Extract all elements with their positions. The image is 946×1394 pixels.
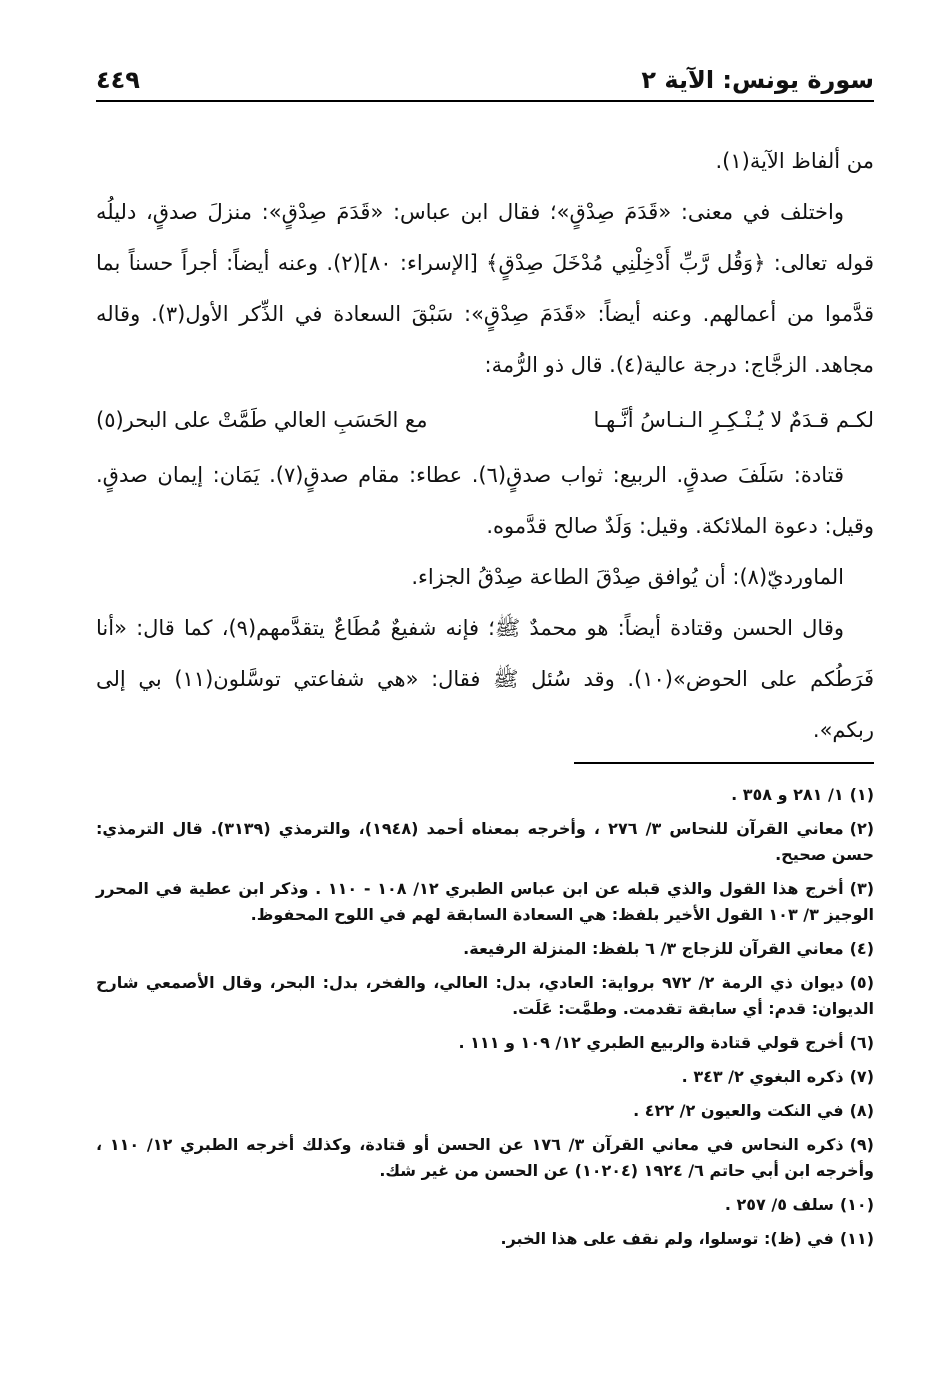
footnote <box>96 1132 874 1184</box>
footnote <box>96 1064 874 1090</box>
footnote-text: في (ظ): توسلوا، ولم نقف على هذا الخبر. <box>500 1229 834 1248</box>
footnote-number: (٢) <box>849 819 875 838</box>
page-header <box>96 66 874 106</box>
footnote-text: معاني القرآن للنحاس ٣/ ٢٧٦ ، وأخرجه بمعناه أحمد (١٩٤٨)، والترمذي (٣١٣٩). قال الترمذي: حسن صحيح. <box>96 819 874 864</box>
paragraph-1: من ألفاظ الآية(١). <box>715 149 874 173</box>
footnote <box>96 936 874 962</box>
footnote-number: (٤) <box>849 939 874 958</box>
footnote <box>96 876 874 928</box>
paragraph-2: واختلف في معنى: «قَدَمَ صِدْقٍ»؛ فقال ابن عباس: «قَدَمَ صِدْقٍ»: منزلَ صدقٍ، دليلُه قوله تعالى: ﴿وَقُل رَّبِّ أَدْخِلْنِي مُدْخَلَ صِدْقٍ﴾ [الإسراء: ٨٠](٢). وعنه أيضاً: أجراً حسناً بما قدَّموا من أعمالهم. وعنه أيضاً: «قَدَمَ صِدْقٍ»: سَبْقَ السعادة في الذِّكر الأول(٣). وقاله مجاهد. الزجَّاج: درجة عالية(٤). قال ذو الرُّمة: <box>96 200 875 377</box>
footnote-number: (٩) <box>849 1135 874 1154</box>
footnote-number: (١٠) <box>839 1195 874 1214</box>
header-rule <box>96 100 874 102</box>
footnote-number: (٣) <box>849 879 875 898</box>
footnote-number: (٨) <box>849 1101 874 1120</box>
footnote-separator <box>574 762 874 764</box>
footnote-number: (١١) <box>839 1229 874 1248</box>
footnote-text: ١/ ٢٨١ و ٣٥٨ . <box>731 785 844 804</box>
main-text <box>96 136 874 756</box>
footnote <box>96 816 874 868</box>
verse-second-hemistich: مع الحَسَبِ العالي طَمَّتْ على البحر(٥) <box>96 408 428 432</box>
paragraph-3: قتادة: سَلَفَ صدقٍ. الربيع: ثواب صدقٍ(٦). عطاء: مقام صدقٍ(٧). يَمَان: إيمان صدقٍ. وقيل: دعوة الملائكة. وقيل: وَلَدٌ صالح قدَّموه. <box>96 463 874 538</box>
running-title: سورة يونس: الآية ٢ <box>641 66 874 94</box>
footnote <box>96 782 874 808</box>
footnote-number: (٦) <box>849 1033 874 1052</box>
page-number: ٤٤٩ <box>96 66 140 94</box>
poetry-verse <box>96 395 874 446</box>
footnote <box>96 1192 874 1218</box>
footnote-text: أخرج قولي قتادة والربيع الطبري ١٢/ ١٠٩ و ١١١ . <box>458 1033 844 1052</box>
footnote <box>96 1098 874 1124</box>
footnote-number: (١) <box>849 785 874 804</box>
footnote-text: معاني القرآن للزجاج ٣/ ٦ بلفظ: المنزلة الرفيعة. <box>463 939 844 958</box>
footnote-text: ذكره البغوي ٢/ ٣٤٣ . <box>681 1067 844 1086</box>
footnote-number: (٧) <box>849 1067 874 1086</box>
footnote <box>96 1030 874 1056</box>
footnote-number: (٥) <box>849 973 874 992</box>
footnote-text: ذكره النحاس في معاني القرآن ٣/ ١٧٦ عن الحسن أو قتادة، وكذلك أخرجه الطبري ١٢/ ١١٠ ، وأخرجه ابن أبي حاتم ٦/ ١٩٢٤ (١٠٢٠٤) عن الحسن من غير شك. <box>96 1135 874 1180</box>
paragraph-4: الماورديّ(٨): أن يُوافق صِدْقَ الطاعة صِدْقُ الجزاء. <box>411 565 844 589</box>
footnotes <box>96 782 874 1260</box>
footnote-text: سلف ٥/ ٢٥٧ . <box>724 1195 834 1214</box>
verse-first-hemistich: لكـم قـدَمٌ لا يُـنْـكِـرِ الـنـاسُ أنَّـهـا <box>593 408 874 432</box>
footnote <box>96 970 874 1022</box>
footnote-text: في النكت والعيون ٢/ ٤٢٢ . <box>633 1101 844 1120</box>
paragraph-5: وقال الحسن وقتادة أيضاً: هو محمدٌ ﷺ؛ فإنه شفيعٌ مُطَاعٌ يتقدَّمهم(٩)، كما قال: «أنا فَرَطُكم على الحوض»(١٠). وقد سُئل ﷺ فقال: «هي شفاعتي توسَّلون(١١) بي إلى ربكم». <box>96 616 875 742</box>
footnote-text: أخرج هذا القول والذي قبله عن ابن عباس الطبري ١٢/ ١٠٨ - ١١٠ . وذكر ابن عطية في المحرر الوجيز ٣/ ١٠٣ القول الأخير بلفظ: هي السعادة السابقة لهم في اللوح المحفوظ. <box>96 879 874 924</box>
footnote <box>96 1226 874 1252</box>
footnote-text: ديوان ذي الرمة ٢/ ٩٧٢ برواية: العادي، بدل: العالي، والفخر، بدل: البحر، وقال الأصمعي شارح الديوان: قدم: أي سابقة تقدمت. وطمَّت: عَلَت. <box>96 973 874 1018</box>
